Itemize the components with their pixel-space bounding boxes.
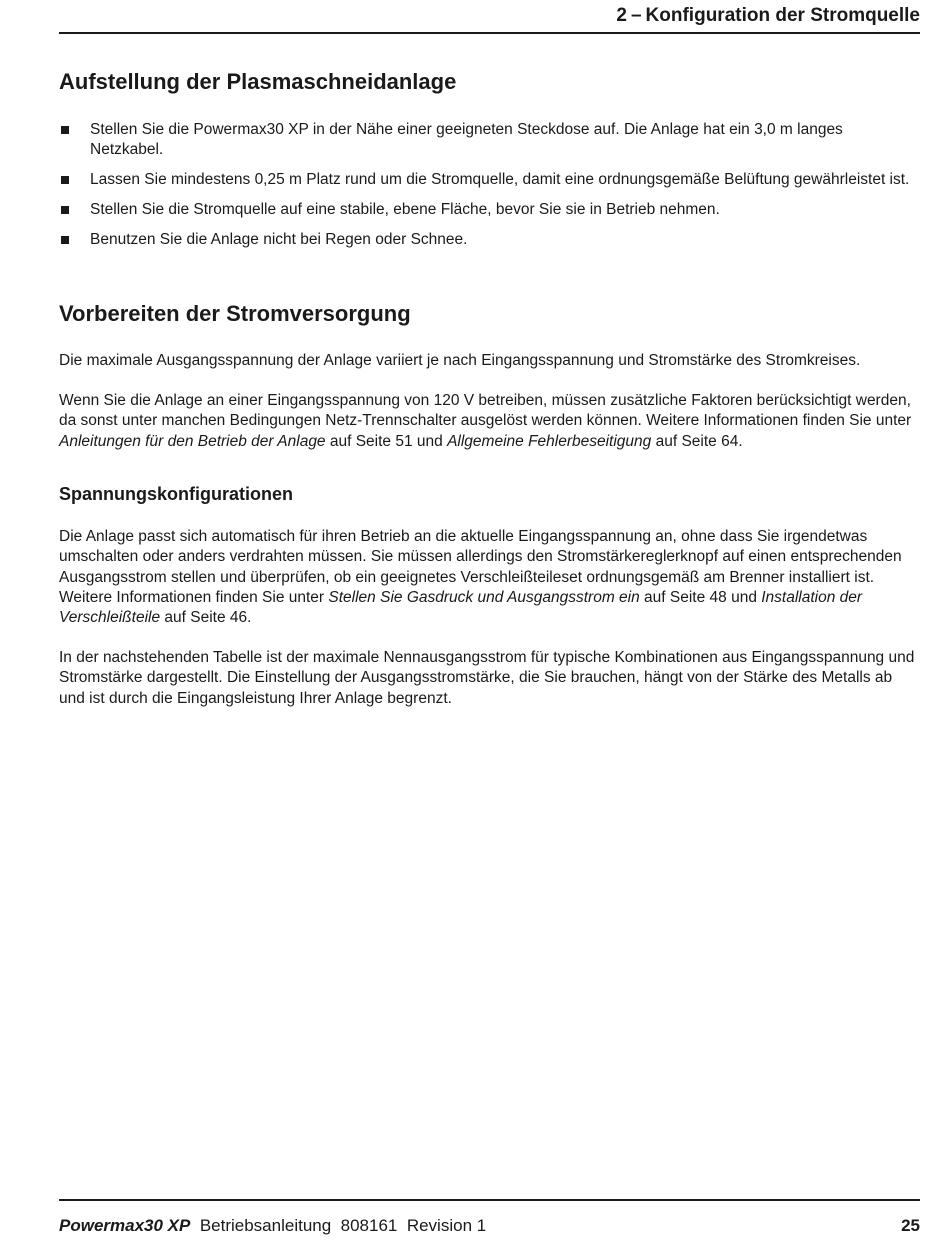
list-item-text: Stellen Sie die Powermax30 XP in der Nähe einer geeigneten Steckdose auf. Die Anlage hat ein 3,0 m langes Netzkabel. bbox=[90, 121, 843, 158]
bullet-square-icon bbox=[61, 206, 69, 214]
page-footer bbox=[59, 1199, 920, 1239]
reference-operation-instructions: Anleitungen für den Betrieb der Anlage bbox=[59, 432, 326, 450]
section-title-power-supply: Vorbereiten der Stromversorgung bbox=[59, 301, 411, 326]
chapter-title: Konfiguration der Stromquelle bbox=[645, 5, 920, 26]
chapter-number: 2 bbox=[616, 5, 627, 26]
setup-bullet-list bbox=[59, 120, 920, 260]
paragraph-text: auf Seite 46. bbox=[160, 609, 252, 627]
document-title: Betriebsanleitung bbox=[199, 1216, 332, 1235]
table-intro-paragraph: In der nachstehenden Tabelle ist der maximale Nennausgangsstrom für typische Kombinationen aus Eingangsspannung und Stromstärke dargestellt. Die Einstellung der Ausgangsstromstärke, die Sie brauchen, hängt von der Stärke des Metalls ab und ist durch die Eingangsleistung Ihrer Anlage begrenzt. bbox=[59, 649, 915, 707]
list-item bbox=[59, 120, 920, 160]
paragraph-text: auf Seite 64. bbox=[651, 432, 743, 450]
section-title-voltage-configurations: Spannungskonfigurationen bbox=[59, 484, 293, 504]
page-number: 25 bbox=[901, 1216, 920, 1235]
paragraph-text: auf Seite 48 und bbox=[639, 588, 762, 606]
power-supply-120v-paragraph bbox=[59, 391, 920, 452]
page-header bbox=[59, 4, 920, 34]
list-item bbox=[59, 230, 920, 250]
reference-gas-pressure-current: Stellen Sie Gasdruck und Ausgangsstrom ein bbox=[328, 588, 640, 606]
list-item bbox=[59, 200, 920, 220]
paragraph-text: auf Seite 51 und bbox=[325, 432, 448, 450]
list-item-text: Stellen Sie die Stromquelle auf eine stabile, ebene Fläche, bevor Sie sie in Betrieb nehmen. bbox=[90, 201, 720, 218]
document-number: 808161 bbox=[340, 1216, 398, 1235]
power-supply-intro-paragraph: Die maximale Ausgangsspannung der Anlage variiert je nach Eingangsspannung und Stromstärke des Stromkreises. bbox=[59, 352, 861, 369]
bullet-square-icon bbox=[61, 126, 69, 134]
revision-label: Revision 1 bbox=[406, 1216, 487, 1235]
header-separator: – bbox=[630, 5, 642, 26]
list-item bbox=[59, 170, 920, 190]
bullet-square-icon bbox=[61, 236, 69, 244]
paragraph-text: Die Anlage passt sich automatisch für ihren Betrieb an die aktuelle Eingangsspannung an, ohne dass Sie irgendetwas umschalten oder anders verdrahten müssen. Sie müssen allerdings den Stromstärkereglerknopf auf einen entsprechenden Ausgangsstrom stellen und überprüfen, ob ein geeignetes Verschleißteileset ordnungsgemäß am Brenner installiert ist. Weitere Informationen finden Sie unter bbox=[59, 528, 902, 606]
voltage-config-paragraph bbox=[59, 527, 920, 628]
reference-consumables-installation: Installation der Verschleißteile bbox=[59, 588, 863, 627]
paragraph-text: Wenn Sie die Anlage an einer Eingangsspannung von 120 V betreiben, müssen zusätzliche Faktoren berücksichtigt werden, da sonst unter manchen Bedingungen Netz-Trennschalter ausgelöst werden können. Weitere Informationen finden Sie unter bbox=[59, 392, 912, 430]
document-page bbox=[59, 0, 920, 1254]
section-title-setup: Aufstellung der Plasmaschneidanlage bbox=[59, 69, 457, 94]
product-name: Powermax30 XP bbox=[59, 1216, 191, 1235]
reference-troubleshooting: Allgemeine Fehlerbeseitigung bbox=[447, 432, 652, 450]
list-item-text: Lassen Sie mindestens 0,25 m Platz rund um die Stromquelle, damit eine ordnungsgemäße Belüftung gewährleistet ist. bbox=[90, 171, 910, 188]
bullet-square-icon bbox=[61, 176, 69, 184]
list-item-text: Benutzen Sie die Anlage nicht bei Regen oder Schnee. bbox=[90, 231, 468, 248]
